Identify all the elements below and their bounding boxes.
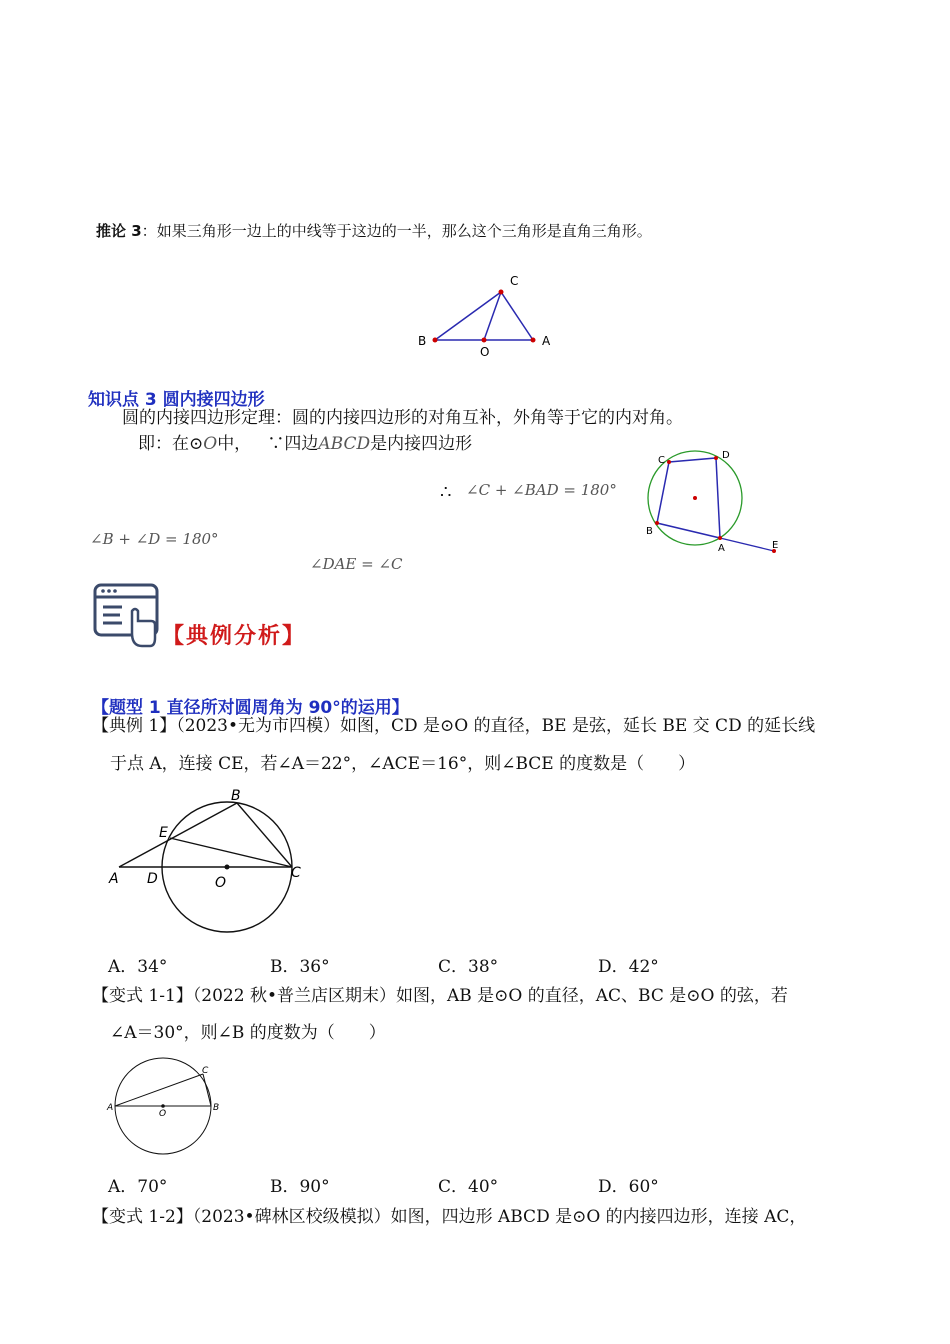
variant11-option-b[interactable]: B．90° (270, 1177, 330, 1197)
section-title-point3: 知识点 3 圆内接四边形 (88, 390, 265, 410)
theorem-text: 圆的内接四边形定理：圆的内接四边形的对角互补，外角等于它的内对角。 (122, 408, 683, 428)
variant12-line1: 【变式 1-2】（2023•碑林区校级模拟）如图，四边形 ABCD 是⊙O 的内接四边形，连接 AC， (92, 1207, 807, 1227)
variant11-line1: 【变式 1-1】（2022 秋•普兰店区期末）如图，AB 是⊙O 的直径，AC、BC 是⊙O 的弦，若 (92, 986, 788, 1006)
label-e: E (159, 825, 168, 841)
equation-3: ∠DAE = ∠C (310, 555, 403, 573)
label-b: B (418, 334, 427, 348)
example1-option-b[interactable]: B．36° (270, 957, 330, 977)
ie-statement (138, 436, 472, 453)
label-b: B (213, 1103, 220, 1113)
ie-o: O (203, 434, 218, 454)
label-a: A (718, 543, 725, 554)
corollary-label: 推论 3 (96, 222, 142, 240)
corollary-text: 如果三角形一边上的中线等于这边的一半，那么这个三角形是直角三角形。 (156, 222, 652, 240)
equation-1: ∠C + ∠BAD = 180° (466, 481, 617, 499)
example1-option-a[interactable]: A．34° (108, 957, 168, 977)
banner-title: 【典例分析】 (162, 623, 307, 649)
corollary-3 (96, 224, 652, 239)
label-a: A (107, 1103, 114, 1113)
label-b: B (231, 788, 241, 804)
example1-line1: 【典例 1】（2023•无为市四模）如图，CD 是⊙O 的直径，BE 是弦，延长 BE 交 CD 的延长线 (92, 716, 816, 736)
variant11-option-c[interactable]: C．40° (438, 1177, 499, 1197)
label-a: A (542, 334, 551, 348)
label-c: C (510, 274, 519, 288)
label-o: O (480, 345, 490, 359)
ie-abcd: ABCD (318, 434, 371, 454)
point-c (499, 290, 504, 295)
label-c: C (291, 865, 301, 881)
variant11-line2: ∠A＝30°，则∠B 的度数为（ ） (110, 1023, 386, 1043)
ie-mid: 中， ∵四边 (217, 434, 319, 454)
example1-option-d[interactable]: D．42° (598, 957, 659, 977)
point-b (433, 338, 438, 343)
variant11-option-d[interactable]: D．60° (598, 1177, 659, 1197)
triangle-figure (410, 270, 560, 360)
corollary-sep: ： (141, 222, 157, 240)
label-d: D (147, 871, 158, 887)
inscribed-quadrilateral-figure (640, 445, 800, 557)
ie-suffix: 是内接四边形 (370, 434, 473, 454)
example1-option-c[interactable]: C．38° (438, 957, 499, 977)
variant11-option-a[interactable]: A．70° (108, 1177, 168, 1197)
label-b: B (646, 526, 653, 537)
example1-line2: 于点 A，连接 CE，若∠A＝22°，∠ACE＝16°，则∠BCE 的度数是（ ） (110, 754, 696, 774)
label-e: E (772, 540, 779, 551)
point-a (531, 338, 536, 343)
point-o (482, 338, 487, 343)
section-title-type1: 【题型 1 直径所对圆周角为 90°的运用】 (92, 698, 409, 718)
label-a: A (109, 871, 119, 887)
example-analysis-banner (92, 583, 312, 649)
label-c: C (202, 1066, 209, 1076)
label-o: O (215, 875, 227, 891)
label-c: C (658, 455, 665, 466)
label-d: D (722, 450, 730, 461)
ie-prefix: 即：在⊙ (138, 434, 204, 454)
example1-figure (105, 785, 310, 935)
pointer-hand-icon (92, 583, 162, 649)
equation-2: ∠B + ∠D = 180° (90, 530, 219, 548)
therefore-symbol: ∴ (440, 482, 452, 503)
label-o: O (159, 1109, 167, 1119)
variant11-figure (105, 1053, 235, 1158)
